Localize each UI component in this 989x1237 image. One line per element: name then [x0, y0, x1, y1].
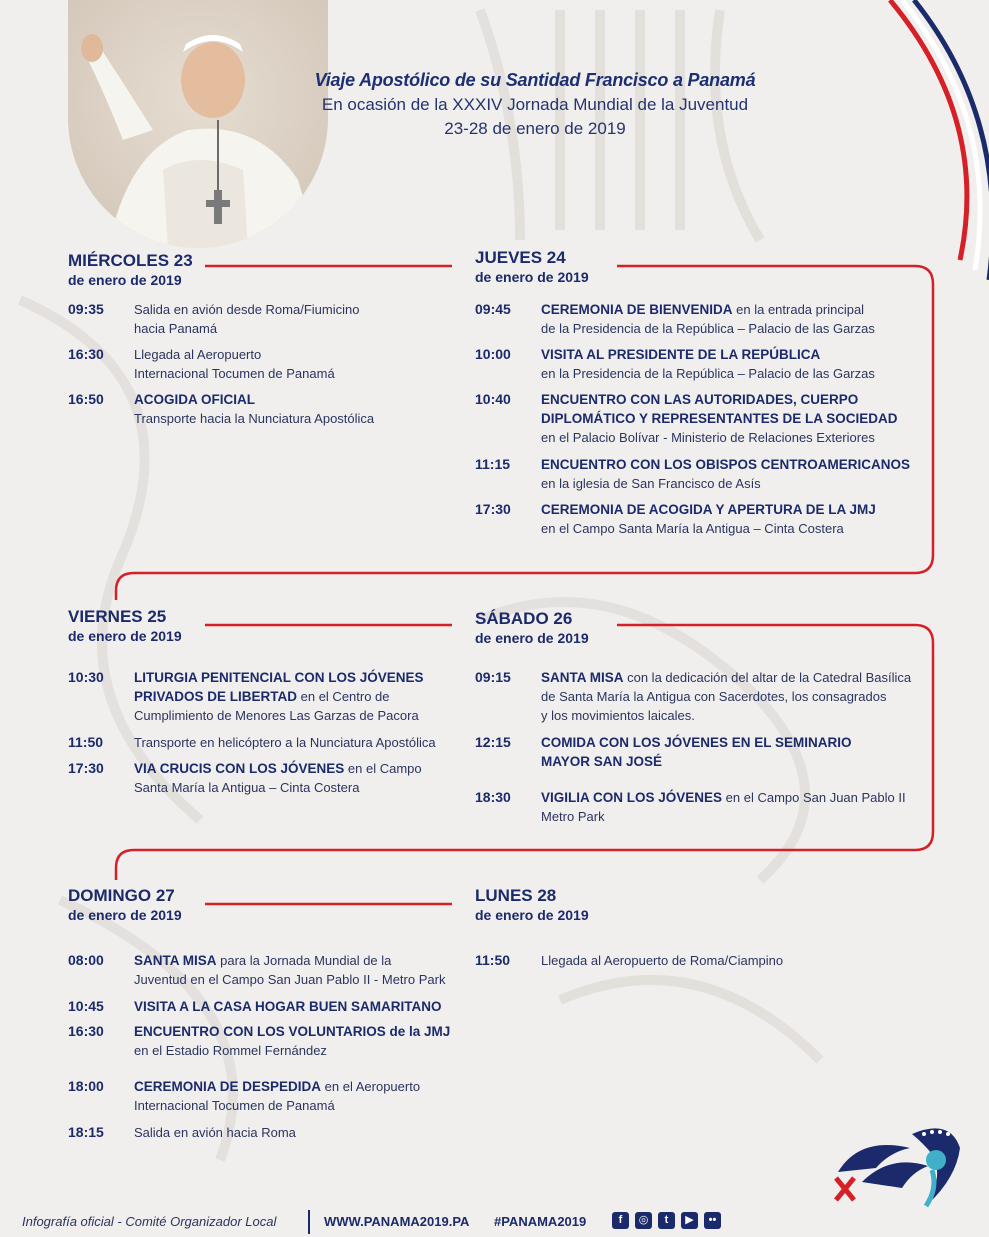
- event-time: 11:15: [475, 456, 511, 472]
- event-title: ENCUENTRO CON LOS VOLUNTARIOS de la JMJ: [134, 1024, 451, 1039]
- event-time: 10:30: [68, 669, 104, 685]
- event-detail: hacia Panamá: [134, 321, 218, 336]
- event-title-line2: MAYOR SAN JOSÉ: [541, 754, 663, 769]
- event-time: 11:50: [475, 952, 511, 968]
- event-text: Llegada al Aeropuerto de Roma/Ciampino: [541, 953, 784, 968]
- event-title: ENCUENTRO CON LOS OBISPOS CENTROAMERICANOS: [541, 457, 911, 472]
- social-links: [612, 1212, 721, 1229]
- event-title: COMIDA CON LOS JÓVENES EN EL SEMINARIO: [541, 735, 852, 750]
- event-detail: Cumplimiento de Menores Las Garzas de Pacora: [134, 708, 419, 723]
- event-time: 17:30: [475, 501, 511, 517]
- event-detail: Transporte hacia la Nunciatura Apostólica: [134, 411, 375, 426]
- event-detail-line2: y los movimientos laicales.: [541, 708, 695, 723]
- event-title: SANTA MISA: [134, 953, 217, 968]
- facebook-icon[interactable]: f: [612, 1212, 629, 1229]
- event-title: CEREMONIA DE BIENVENIDA: [541, 302, 733, 317]
- twitter-icon[interactable]: t: [658, 1212, 675, 1229]
- event-time: 08:00: [68, 952, 104, 968]
- event-title: CEREMONIA DE ACOGIDA Y APERTURA DE LA JMJ: [541, 502, 876, 517]
- event-detail: en la iglesia de San Francisco de Asís: [541, 476, 761, 491]
- wyd-logo: [820, 1108, 970, 1212]
- event-text: en el Centro de: [297, 689, 390, 704]
- event-time: 17:30: [68, 760, 104, 776]
- event-text: con la dedicación del altar de la Catedral Basílica: [623, 670, 912, 685]
- header-subtitle: En ocasión de la XXXIV Jornada Mundial de la Juventud: [321, 95, 749, 114]
- event-text: en la entrada principal: [732, 302, 865, 317]
- event-title: ENCUENTRO CON LAS AUTORIDADES, CUERPO: [541, 392, 859, 407]
- event-time: 09:45: [475, 301, 511, 317]
- event-text: Transporte en helicóptero a la Nunciatura Apostólica: [134, 735, 436, 750]
- header: [300, 70, 770, 139]
- footer-website-link[interactable]: WWW.PANAMA2019.PA: [324, 1214, 470, 1229]
- day-title-mon: LUNES 28: [475, 886, 557, 905]
- event-detail: Internacional Tocumen de Panamá: [134, 366, 335, 381]
- event-text: Llegada al Aeropuerto: [134, 347, 262, 362]
- pope-photo: [68, 0, 328, 248]
- event-detail: en el Estadio Rommel Fernández: [134, 1043, 327, 1058]
- event-text: en el Aeropuerto: [321, 1079, 421, 1094]
- event-text: en el Campo San Juan Pablo II: [722, 790, 906, 805]
- instagram-icon[interactable]: ◎: [635, 1212, 652, 1229]
- day-subtitle-sat: de enero de 2019: [475, 630, 589, 646]
- day-title-fri: VIERNES 25: [68, 607, 167, 626]
- footer-credit: Infografía oficial - Comité Organizador Local: [22, 1214, 277, 1229]
- event-title: VISITA A LA CASA HOGAR BUEN SAMARITANO: [134, 999, 442, 1014]
- day-subtitle-wed: de enero de 2019: [68, 272, 182, 288]
- header-title: Viaje Apostólico de su Santidad Francisco a Panamá: [314, 70, 756, 90]
- event-title: VIGILIA CON LOS JÓVENES: [541, 790, 723, 805]
- event-time: 18:15: [68, 1124, 104, 1140]
- event-detail: Metro Park: [541, 809, 605, 824]
- event-title-line2: DIPLOMÁTICO Y REPRESENTANTES DE LA SOCIEDAD: [541, 411, 898, 426]
- event-time: 10:45: [68, 998, 104, 1014]
- day-title-sat: SÁBADO 26: [475, 609, 573, 628]
- event-time: 12:15: [475, 734, 511, 750]
- event-text: en el Campo: [344, 761, 422, 776]
- flickr-icon[interactable]: ••: [704, 1212, 721, 1229]
- event-time: 09:15: [475, 669, 511, 685]
- day-subtitle-mon: de enero de 2019: [475, 907, 589, 923]
- event-time: 11:50: [68, 734, 104, 750]
- event-time: 10:40: [475, 391, 511, 407]
- event-title: VIA CRUCIS CON LOS JÓVENES: [134, 761, 345, 776]
- event-detail: en el Palacio Bolívar - Ministerio de Relaciones Exteriores: [541, 430, 875, 445]
- day-title-thu: JUEVES 24: [475, 248, 566, 267]
- event-title: CEREMONIA DE DESPEDIDA: [134, 1079, 322, 1094]
- event-text: para la Jornada Mundial de la: [216, 953, 392, 968]
- event-detail: en la Presidencia de la República – Palacio de las Garzas: [541, 366, 875, 381]
- event-title: ACOGIDA OFICIAL: [134, 392, 255, 407]
- event-time: 09:35: [68, 301, 104, 317]
- event-time: 18:30: [475, 789, 511, 805]
- event-time: 16:50: [68, 391, 104, 407]
- day-title-wed: MIÉRCOLES 23: [68, 251, 193, 270]
- day-subtitle-sun: de enero de 2019: [68, 907, 182, 923]
- event-detail: Juventud en el Campo San Juan Pablo II - Metro Park: [134, 972, 446, 987]
- event-time: 16:30: [68, 1023, 104, 1039]
- event-time: 16:30: [68, 346, 104, 362]
- event-title-line2: PRIVADOS DE LIBERTAD: [134, 689, 298, 704]
- event-title: SANTA MISA: [541, 670, 624, 685]
- event-text: Salida en avión desde Roma/Fiumicino: [134, 302, 360, 317]
- footer-hashtag: #PANAMA2019: [494, 1214, 587, 1229]
- event-detail: Santa María la Antigua – Cinta Costera: [134, 780, 360, 795]
- event-time: 18:00: [68, 1078, 104, 1094]
- event-text: Salida en avión hacia Roma: [134, 1125, 296, 1140]
- day-subtitle-thu: de enero de 2019: [475, 269, 589, 285]
- event-title: VISITA AL PRESIDENTE DE LA REPÚBLICA: [541, 347, 821, 362]
- youtube-icon[interactable]: ▶: [681, 1212, 698, 1229]
- day-title-sun: DOMINGO 27: [68, 886, 175, 905]
- event-detail: de Santa María la Antigua con Sacerdotes, los consagrados: [541, 689, 887, 704]
- header-dates: 23-28 de enero de 2019: [444, 119, 626, 138]
- event-time: 10:00: [475, 346, 511, 362]
- event-detail: Internacional Tocumen de Panamá: [134, 1098, 335, 1113]
- event-detail: de la Presidencia de la República – Palacio de las Garzas: [541, 321, 875, 336]
- event-detail: en el Campo Santa María la Antigua – Cinta Costera: [541, 521, 844, 536]
- day-subtitle-fri: de enero de 2019: [68, 628, 182, 644]
- event-title: LITURGIA PENITENCIAL CON LOS JÓVENES: [134, 670, 424, 685]
